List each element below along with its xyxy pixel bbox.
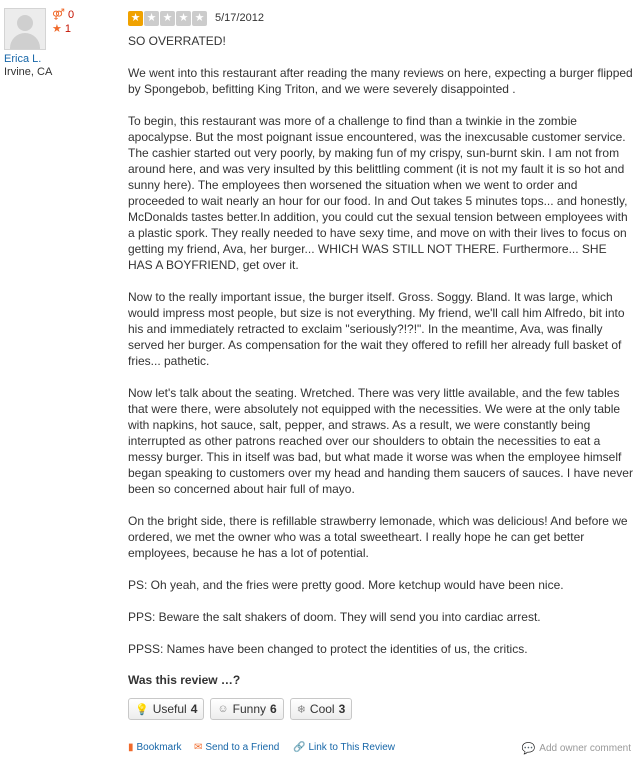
link-icon: 🔗 bbox=[293, 742, 306, 753]
review-paragraph: PPSS: Names have been changed to protect the identities of us, the critics. bbox=[128, 642, 528, 656]
review-paragraph: To begin, this restaurant was more of a challenge to find than a twinkie in the zombie apocalypse. But the most poignant issue encountered, was the inexcusable customer service. The cashier started out very poorly, by making fun of my crispy, sun-burnt skin. I am not from around here, and was very insulted by this belittling comment (it is not my fault it is so hot and sunny here). The employees then worsened the situation when we went to order and proceeded to wait nearly an hour for our food. In and Out takes 5 minutes tops... and honestly, McDonalds tastes better.In addition, you could cut the sexual tension between employees with a plastic spork. They really needed to have sexy time, and move on with their lives to focus on getting my friend, Ava, her burger... WHICH WAS STILL NOT THERE. Furthermore... SHE HAS A BOYFRIEND, get over it. bbox=[128, 114, 628, 272]
user-location: Irvine, CA bbox=[4, 66, 53, 78]
useful-button[interactable] bbox=[128, 698, 204, 720]
useful-label: Useful bbox=[152, 702, 187, 716]
reviews-stat bbox=[52, 22, 74, 36]
funny-count: 6 bbox=[270, 702, 277, 716]
useful-count: 4 bbox=[190, 702, 198, 716]
add-owner-comment-link[interactable] bbox=[522, 742, 631, 755]
comment-icon: 💬 bbox=[521, 743, 536, 755]
rating-star-icon: ★ bbox=[160, 11, 175, 26]
send-to-friend-link[interactable] bbox=[194, 742, 279, 753]
friends-stat bbox=[52, 8, 74, 22]
avatar[interactable] bbox=[4, 8, 46, 50]
cool-button[interactable] bbox=[290, 698, 353, 720]
user-name-link[interactable]: Erica L. bbox=[4, 53, 42, 65]
funny-label: Funny bbox=[232, 702, 266, 716]
user-stats bbox=[52, 8, 74, 36]
review-actions bbox=[128, 742, 633, 758]
review-paragraph: Now to the really important issue, the burger itself. Gross. Soggy. Bland. It was large, which would impress most people, but size is not everything. My friend, we'll call him Alfredo, bit into his and immediately retracted to exclaim "seriously?!?!". In the meantime, Ava, was finally served her burger. As compensation for the wait they offered to refill her already full basket of fries... pathetic. bbox=[128, 290, 625, 368]
feedback-question: Was this review …? bbox=[128, 673, 241, 687]
review-date: 5/17/2012 bbox=[215, 12, 264, 24]
rating-star-icon: ★ bbox=[144, 11, 159, 26]
rating-row bbox=[128, 10, 634, 26]
reviewer-info bbox=[4, 8, 104, 78]
review-paragraph: PPS: Beware the salt shakers of doom. They will send you into cardiac arrest. bbox=[128, 610, 541, 624]
review-paragraph: PS: Oh yeah, and the fries were pretty good. More ketchup would have been nice. bbox=[128, 578, 564, 592]
review-paragraph: On the bright side, there is refillable strawberry lemonade, which was delicious! And before we ordered, we met the owner who was a total sweetheart. I really hope he can get better employees, because he has a lot of potential. bbox=[128, 514, 628, 560]
star-icon: ★ bbox=[52, 23, 62, 35]
friends-icon: ⚤ bbox=[52, 9, 65, 21]
review-paragraph: We went into this restaurant after reading the many reviews on here, expecting a burger flipped by Spongebob, befitting King Triton, and we were severely disappointed . bbox=[128, 66, 633, 96]
envelope-icon: ✉ bbox=[194, 742, 203, 753]
review-paragraph: Now let's talk about the seating. Wretched. There was very little available, and the few tables that were there, were absolutely not equipped with the necessities. We were at the only table with napkins, hot sauce, salt, pepper, and straws. As a result, we were constantly being interrupted as other patrons reached over our shoulders to obtain the necessities to eat a messy burger. This in itself was bad, but what made it worse was when the employee himself began speaking to customers over my head and handing them saucers of sauces. I have never been so concerned about hair full of mayo. bbox=[128, 386, 633, 496]
smiley-icon: ☺ bbox=[217, 703, 229, 715]
link-to-review[interactable] bbox=[293, 742, 395, 753]
rating-star-icon: ★ bbox=[128, 11, 143, 26]
link-label: Link to This Review bbox=[308, 742, 395, 753]
star-rating bbox=[128, 11, 207, 26]
review-paragraph: SO OVERRATED! bbox=[128, 34, 226, 48]
review-body bbox=[128, 33, 634, 657]
avatar-head-shape bbox=[17, 15, 33, 31]
avatar-body-shape bbox=[10, 33, 40, 50]
bookmark-icon: ▮ bbox=[128, 742, 134, 753]
review-content bbox=[128, 10, 634, 720]
rating-star-icon: ★ bbox=[176, 11, 191, 26]
rating-star-icon: ★ bbox=[192, 11, 207, 26]
cool-label: Cool bbox=[309, 702, 335, 716]
lightbulb-icon: 💡 bbox=[135, 703, 149, 716]
cool-count: 3 bbox=[338, 702, 346, 716]
reviews-count: 1 bbox=[64, 23, 71, 35]
add-owner-label: Add owner comment bbox=[539, 743, 631, 754]
bookmark-label: Bookmark bbox=[136, 742, 182, 753]
vote-buttons bbox=[128, 698, 634, 720]
snowflake-icon: ❄ bbox=[296, 703, 306, 716]
friends-count: 0 bbox=[67, 9, 75, 21]
funny-button[interactable] bbox=[210, 698, 283, 720]
send-label: Send to a Friend bbox=[205, 742, 280, 753]
bookmark-link[interactable] bbox=[128, 742, 182, 753]
